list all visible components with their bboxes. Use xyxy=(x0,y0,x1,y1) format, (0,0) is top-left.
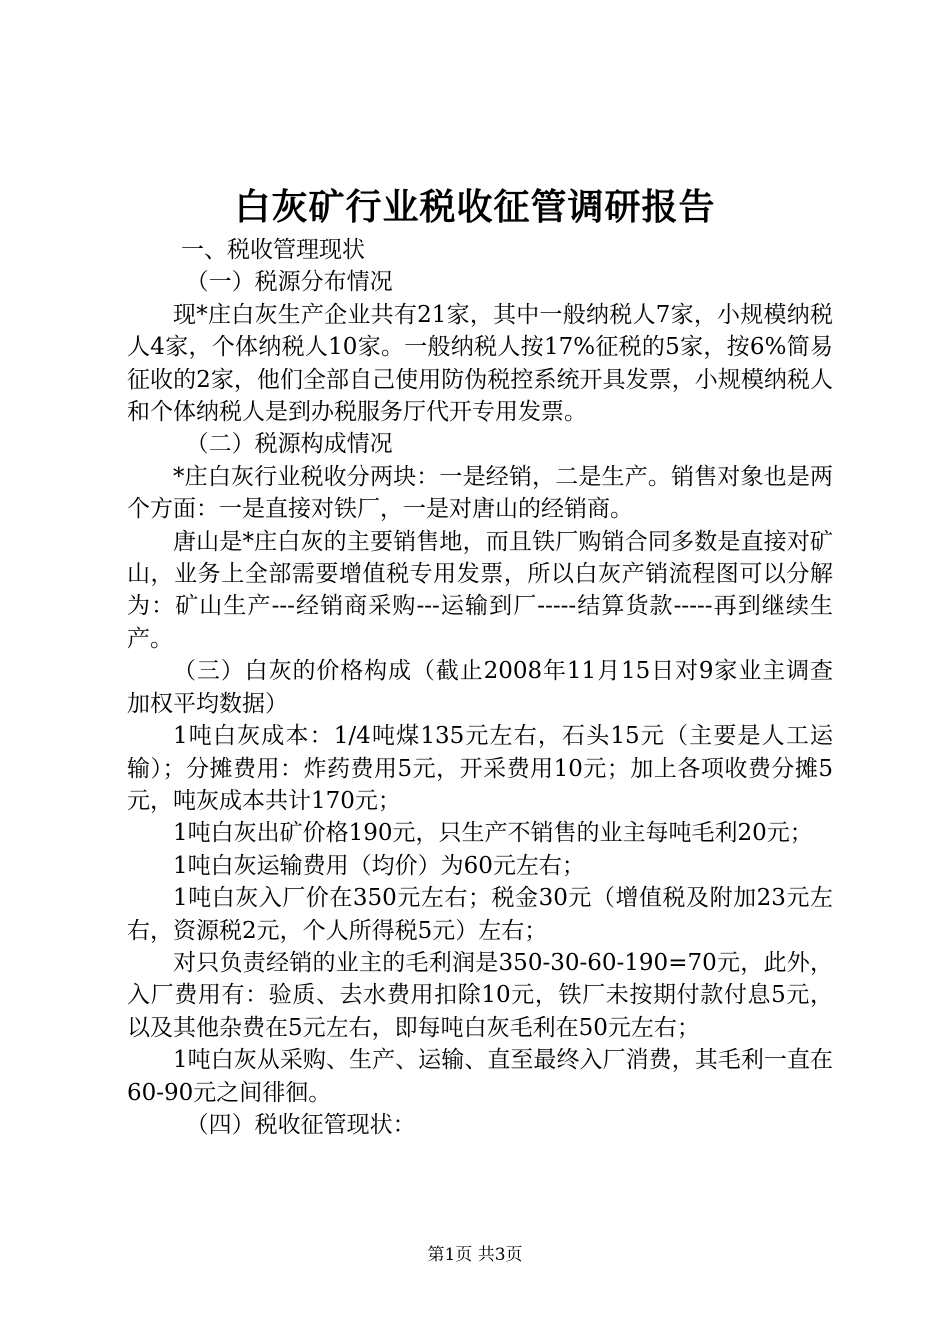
body-paragraph: *庄白灰行业税收分两块：一是经销，二是生产。销售对象也是两个方面：一是直接对铁厂，一是对唐山的经销商。 xyxy=(127,463,833,523)
body-paragraph: 1吨白灰出矿价格190元，只生产不销售的业主每吨毛利20元； xyxy=(173,820,813,847)
body-paragraph: 1吨白灰入厂价在350元左右；税金30元（增值税及附加23元左右，资源税2元，个人所得税5元）左右； xyxy=(127,885,833,944)
subsection-heading: （二）税源构成情况 xyxy=(185,431,393,458)
body-paragraph: 对只负责经销的业主的毛利润是350-30-60-190=70元，此外，入厂费用有：验质、去水费用扣除10元，铁厂未按期付款付息5元，以及其他杂费在5元左右，即每吨白灰毛利在50元左右； xyxy=(127,949,833,1041)
subsection-heading: （四）税收征管现状： xyxy=(185,1111,416,1138)
body-paragraph: 现*庄白灰生产企业共有21家，其中一般纳税人7家，小规模纳税人4家，个体纳税人10家。一般纳税人按17%征税的5家，按6%简易征收的2家，他们全部自己使用防伪税控系统开具发票，小规模纳税人和个体纳税人是到办税服务厅代开专用发票。 xyxy=(127,301,833,426)
body-paragraph: （三）白灰的价格构成（截止2008年11月15日对9家业主调查加权平均数据） xyxy=(127,658,833,717)
document-title: 白灰矿行业税收征管调研报告 xyxy=(234,187,716,228)
body-paragraph: 1吨白灰成本：1/4吨煤135元左右，石头15元（主要是人工运输）；分摊费用：炸药费用5元，开采费用10元；加上各项收费分摊5元，吨灰成本共计170元； xyxy=(127,723,833,814)
page-number-footer: 第1页 共3页 xyxy=(427,1245,523,1265)
document-body xyxy=(127,234,833,1141)
body-paragraph: 1吨白灰从采购、生产、运输、直至最终入厂消费，其毛利一直在60-90元之间徘徊。 xyxy=(127,1047,833,1106)
section-heading: 一、税收管理现状 xyxy=(181,237,366,263)
subsection-heading: （一）税源分布情况 xyxy=(185,269,393,296)
body-paragraph: 唐山是*庄白灰的主要销售地，而且铁厂购销合同多数是直接对矿山，业务上全部需要增值税专用发票，所以白灰产销流程图可以分解为：矿山生产---经销商采购---运输到厂-----结算货款-----再到继续生产。 xyxy=(127,528,833,652)
body-paragraph: 1吨白灰运输费用（均价）为60元左右； xyxy=(173,852,585,879)
